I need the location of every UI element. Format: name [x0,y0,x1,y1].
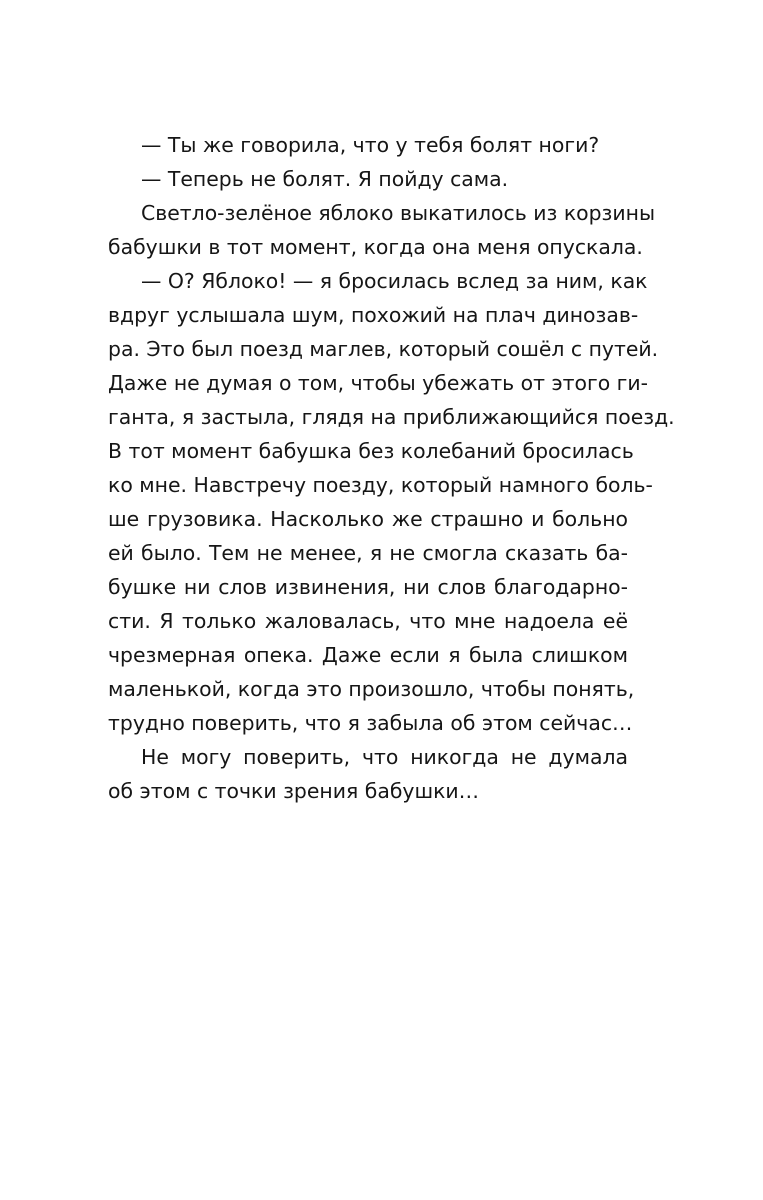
text-line: сти. Я только жаловалась, что мне надоела её [108,609,628,633]
text-line: бушке ни слов извинения, ни слов благодарно- [108,575,628,599]
text-line: Не могу поверить, что никогда не думала [141,745,628,769]
text-line: бабушки в тот момент, когда она меня опускала. [108,235,643,259]
text-line: ко мне. Навстречу поезду, который намного боль- [108,473,653,497]
text-line: вдруг услышала шум, похожий на плач динозав- [108,303,639,327]
text-line: об этом с точки зрения бабушки… [108,779,480,803]
text-line: ей было. Тем не менее, я не смогла сказать ба- [108,541,628,565]
text-line: — Ты же говорила, что у тебя болят ноги? [141,133,600,157]
text-line: ра. Это был поезд маглев, который сошёл с путей. [108,337,659,361]
text-line: — О? Яблоко! — я бросилась вслед за ним, как [141,269,648,293]
body-text [108,128,675,808]
text-line: трудно поверить, что я забыла об этом сейчас… [108,711,633,735]
text-line: — Теперь не болят. Я пойду сама. [141,167,509,191]
text-line: чрезмерная опека. Даже если я была слишком [108,643,628,667]
text-line: В тот момент бабушка без колебаний бросилась [108,439,634,463]
text-line: ганта, я застыла, глядя на приближающийся поезд. [108,405,675,429]
text-line: Светло-зелёное яблоко выкатилось из корзины [141,201,656,225]
text-line: маленькой, когда это произошло, чтобы понять, [108,677,635,701]
text-line: ше грузовика. Насколько же страшно и больно [108,507,628,531]
text-line: Даже не думая о том, чтобы убежать от этого ги- [108,371,648,395]
